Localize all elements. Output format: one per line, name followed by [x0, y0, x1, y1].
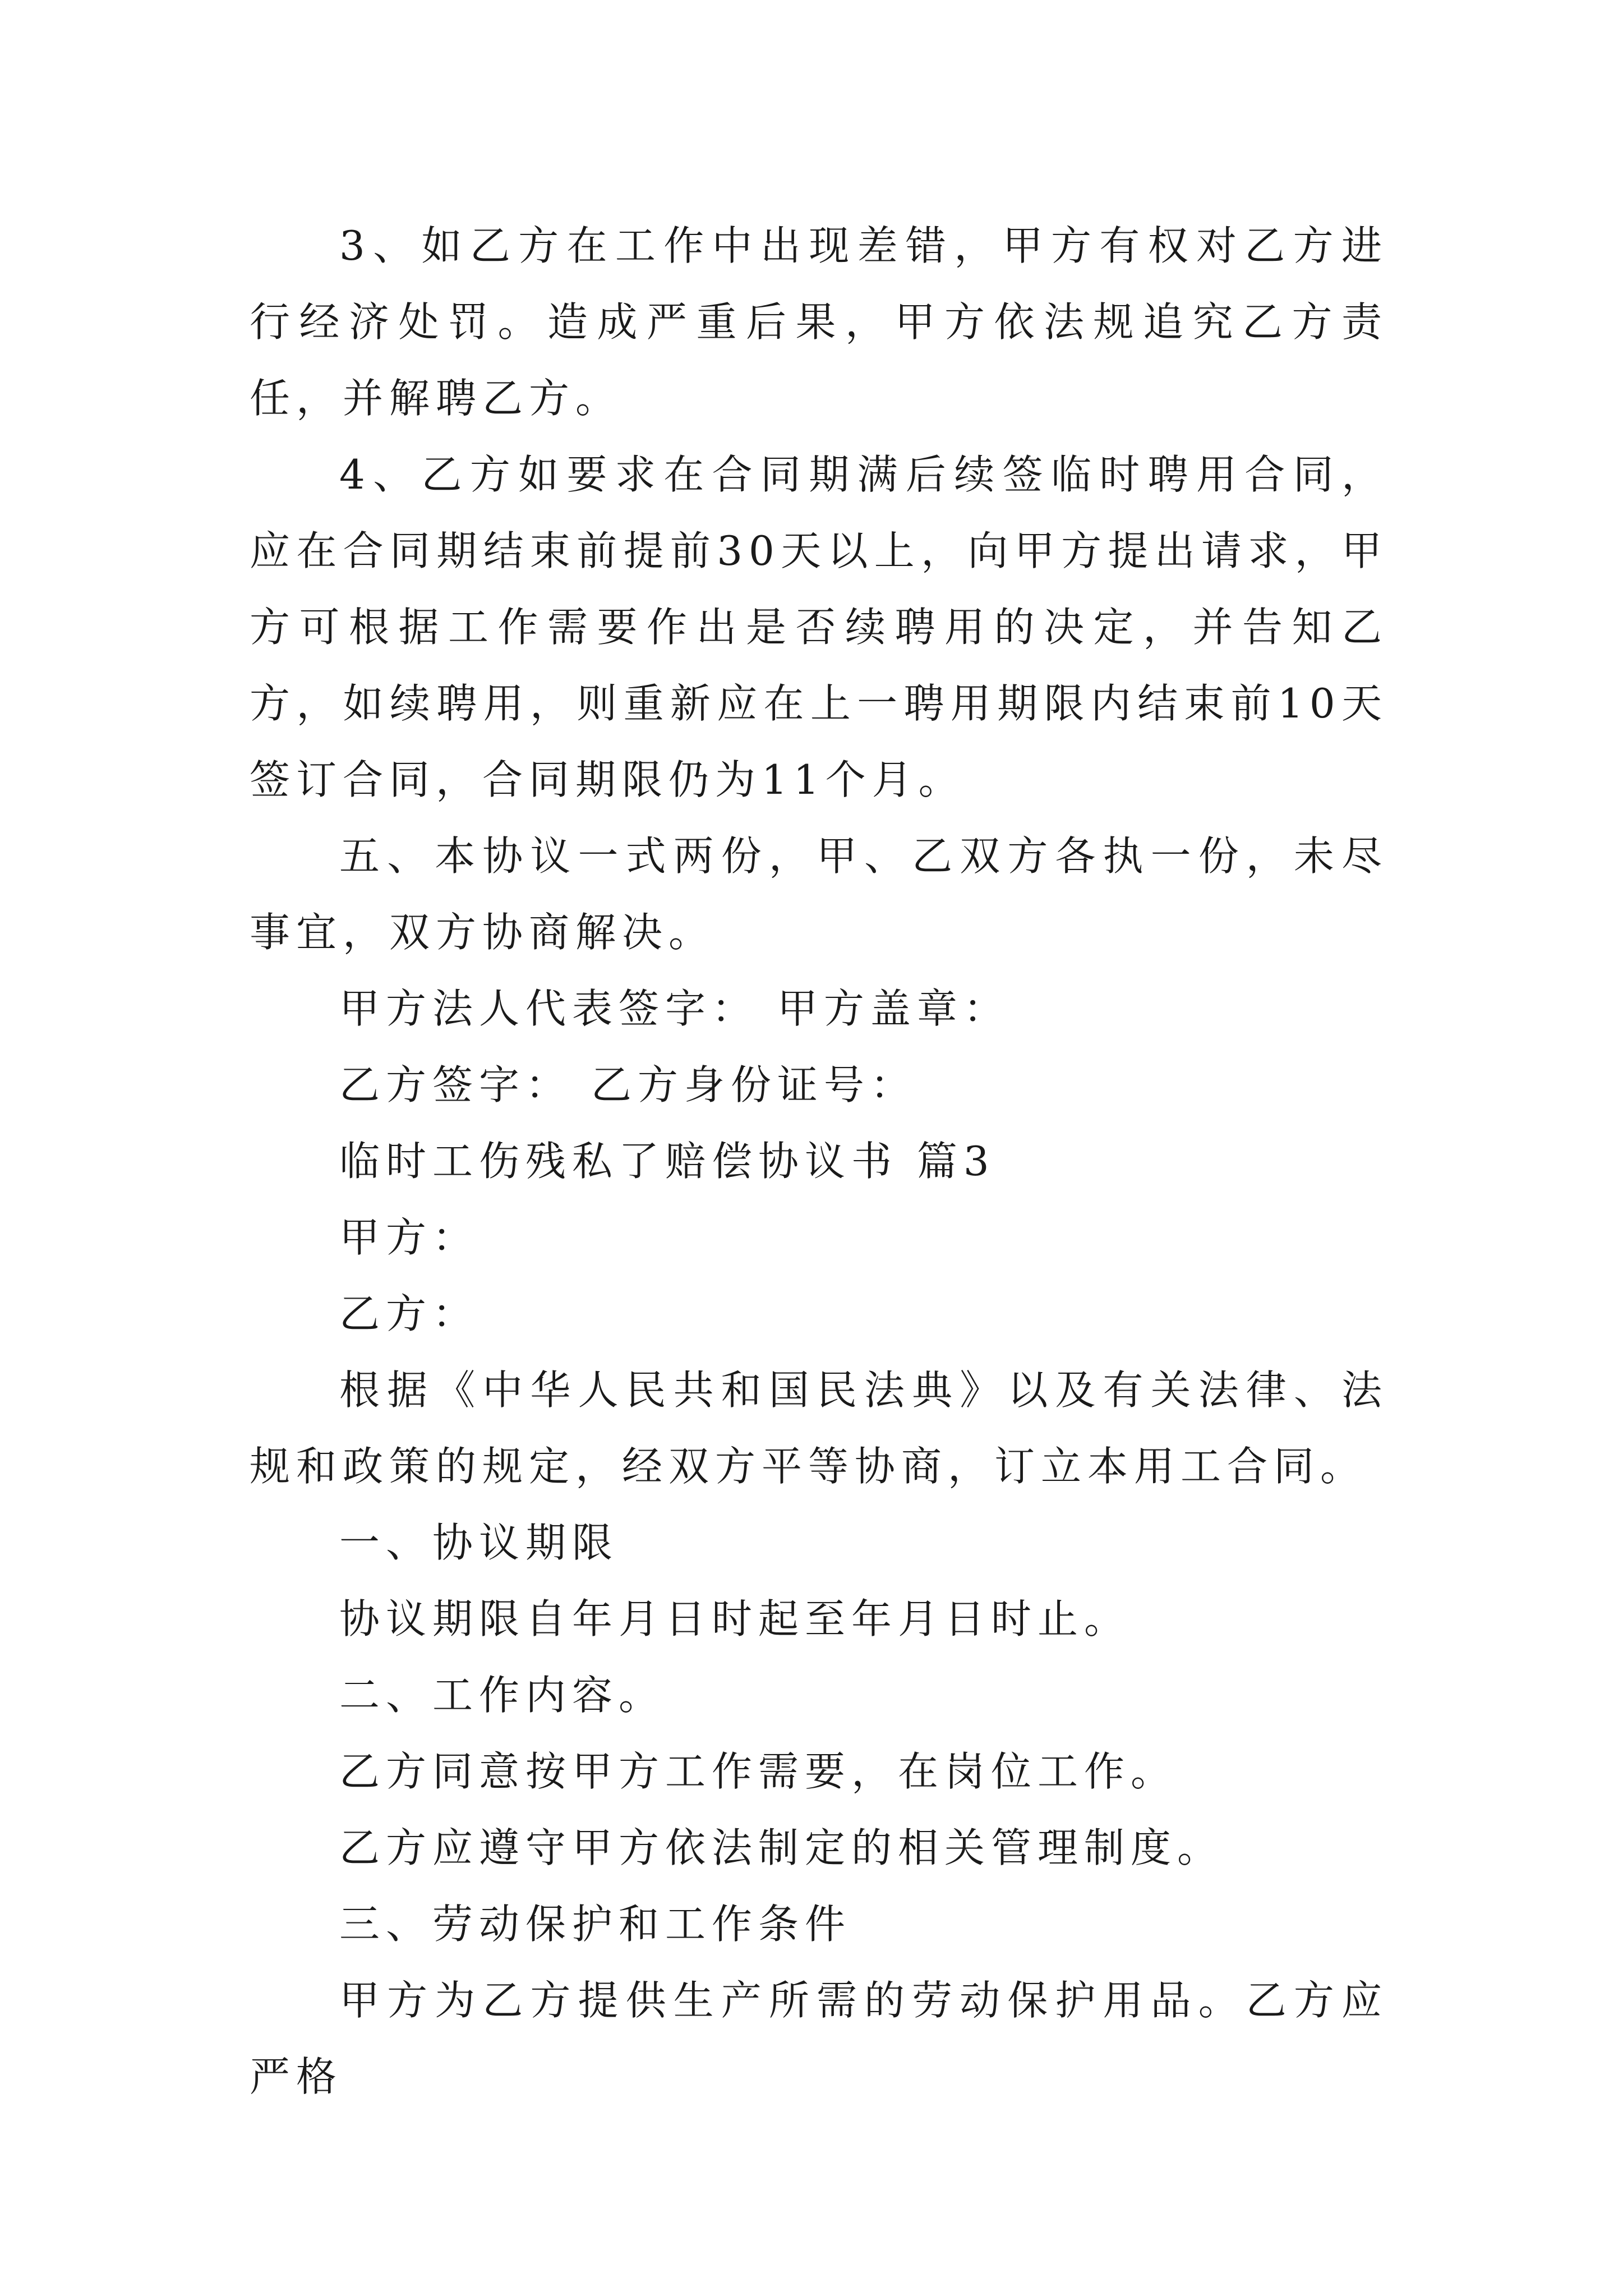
work-content-text-1: 乙方同意按甲方工作需要，在岗位工作。 — [339, 1748, 1178, 1795]
term-text: 协议期限自年月日时起至年月日时止。 — [339, 1595, 1131, 1642]
clause-3-penalty: 3、如乙方在工作中出现差错，甲方有权对乙方进行经济处罚。造成严重后果，甲方依法规追究乙方责任，并解聘乙方。 — [250, 222, 1388, 422]
party-a-label: 甲方： — [339, 1214, 479, 1261]
heading-labor-protection: 三、劳动保护和工作条件 — [339, 1901, 852, 1948]
party-b-label: 乙方： — [339, 1290, 479, 1337]
party-b-signature-line: 乙方签字： 乙方身份证号： — [339, 1061, 917, 1108]
clause-4-renewal: 4、乙方如要求在合同期满后续签临时聘用合同，应在合同期结束前提前30天以上，向甲方提出请求，甲方可根据工作需要作出是否续聘用的决定，并告知乙方，如续聘用，则重新应在上一聘用期限内结束前10天签订合同，合同期限仍为11个月。 — [250, 451, 1388, 803]
preamble: 根据《中华人民共和国民法典》以及有关法律、法规和政策的规定，经双方平等协商，订立本用工合同。 — [250, 1366, 1388, 1490]
labor-protection-text: 甲方为乙方提供生产所需的劳动保护用品。乙方应严格 — [250, 1977, 1388, 2100]
heading-term: 一、协议期限 — [339, 1519, 619, 1566]
party-a-signature-line: 甲方法人代表签字： 甲方盖章： — [339, 985, 1010, 1032]
heading-work-content: 二、工作内容。 — [339, 1672, 666, 1719]
work-content-text-2: 乙方应遵守甲方依法制定的相关管理制度。 — [339, 1824, 1224, 1871]
clause-five-copies: 五、本协议一式两份，甲、乙双方各执一份，未尽事宜，双方协商解决。 — [250, 832, 1388, 956]
section-heading: 临时工伤残私了赔偿协议书 篇3 — [339, 1138, 995, 1185]
document-body — [250, 208, 1388, 2115]
